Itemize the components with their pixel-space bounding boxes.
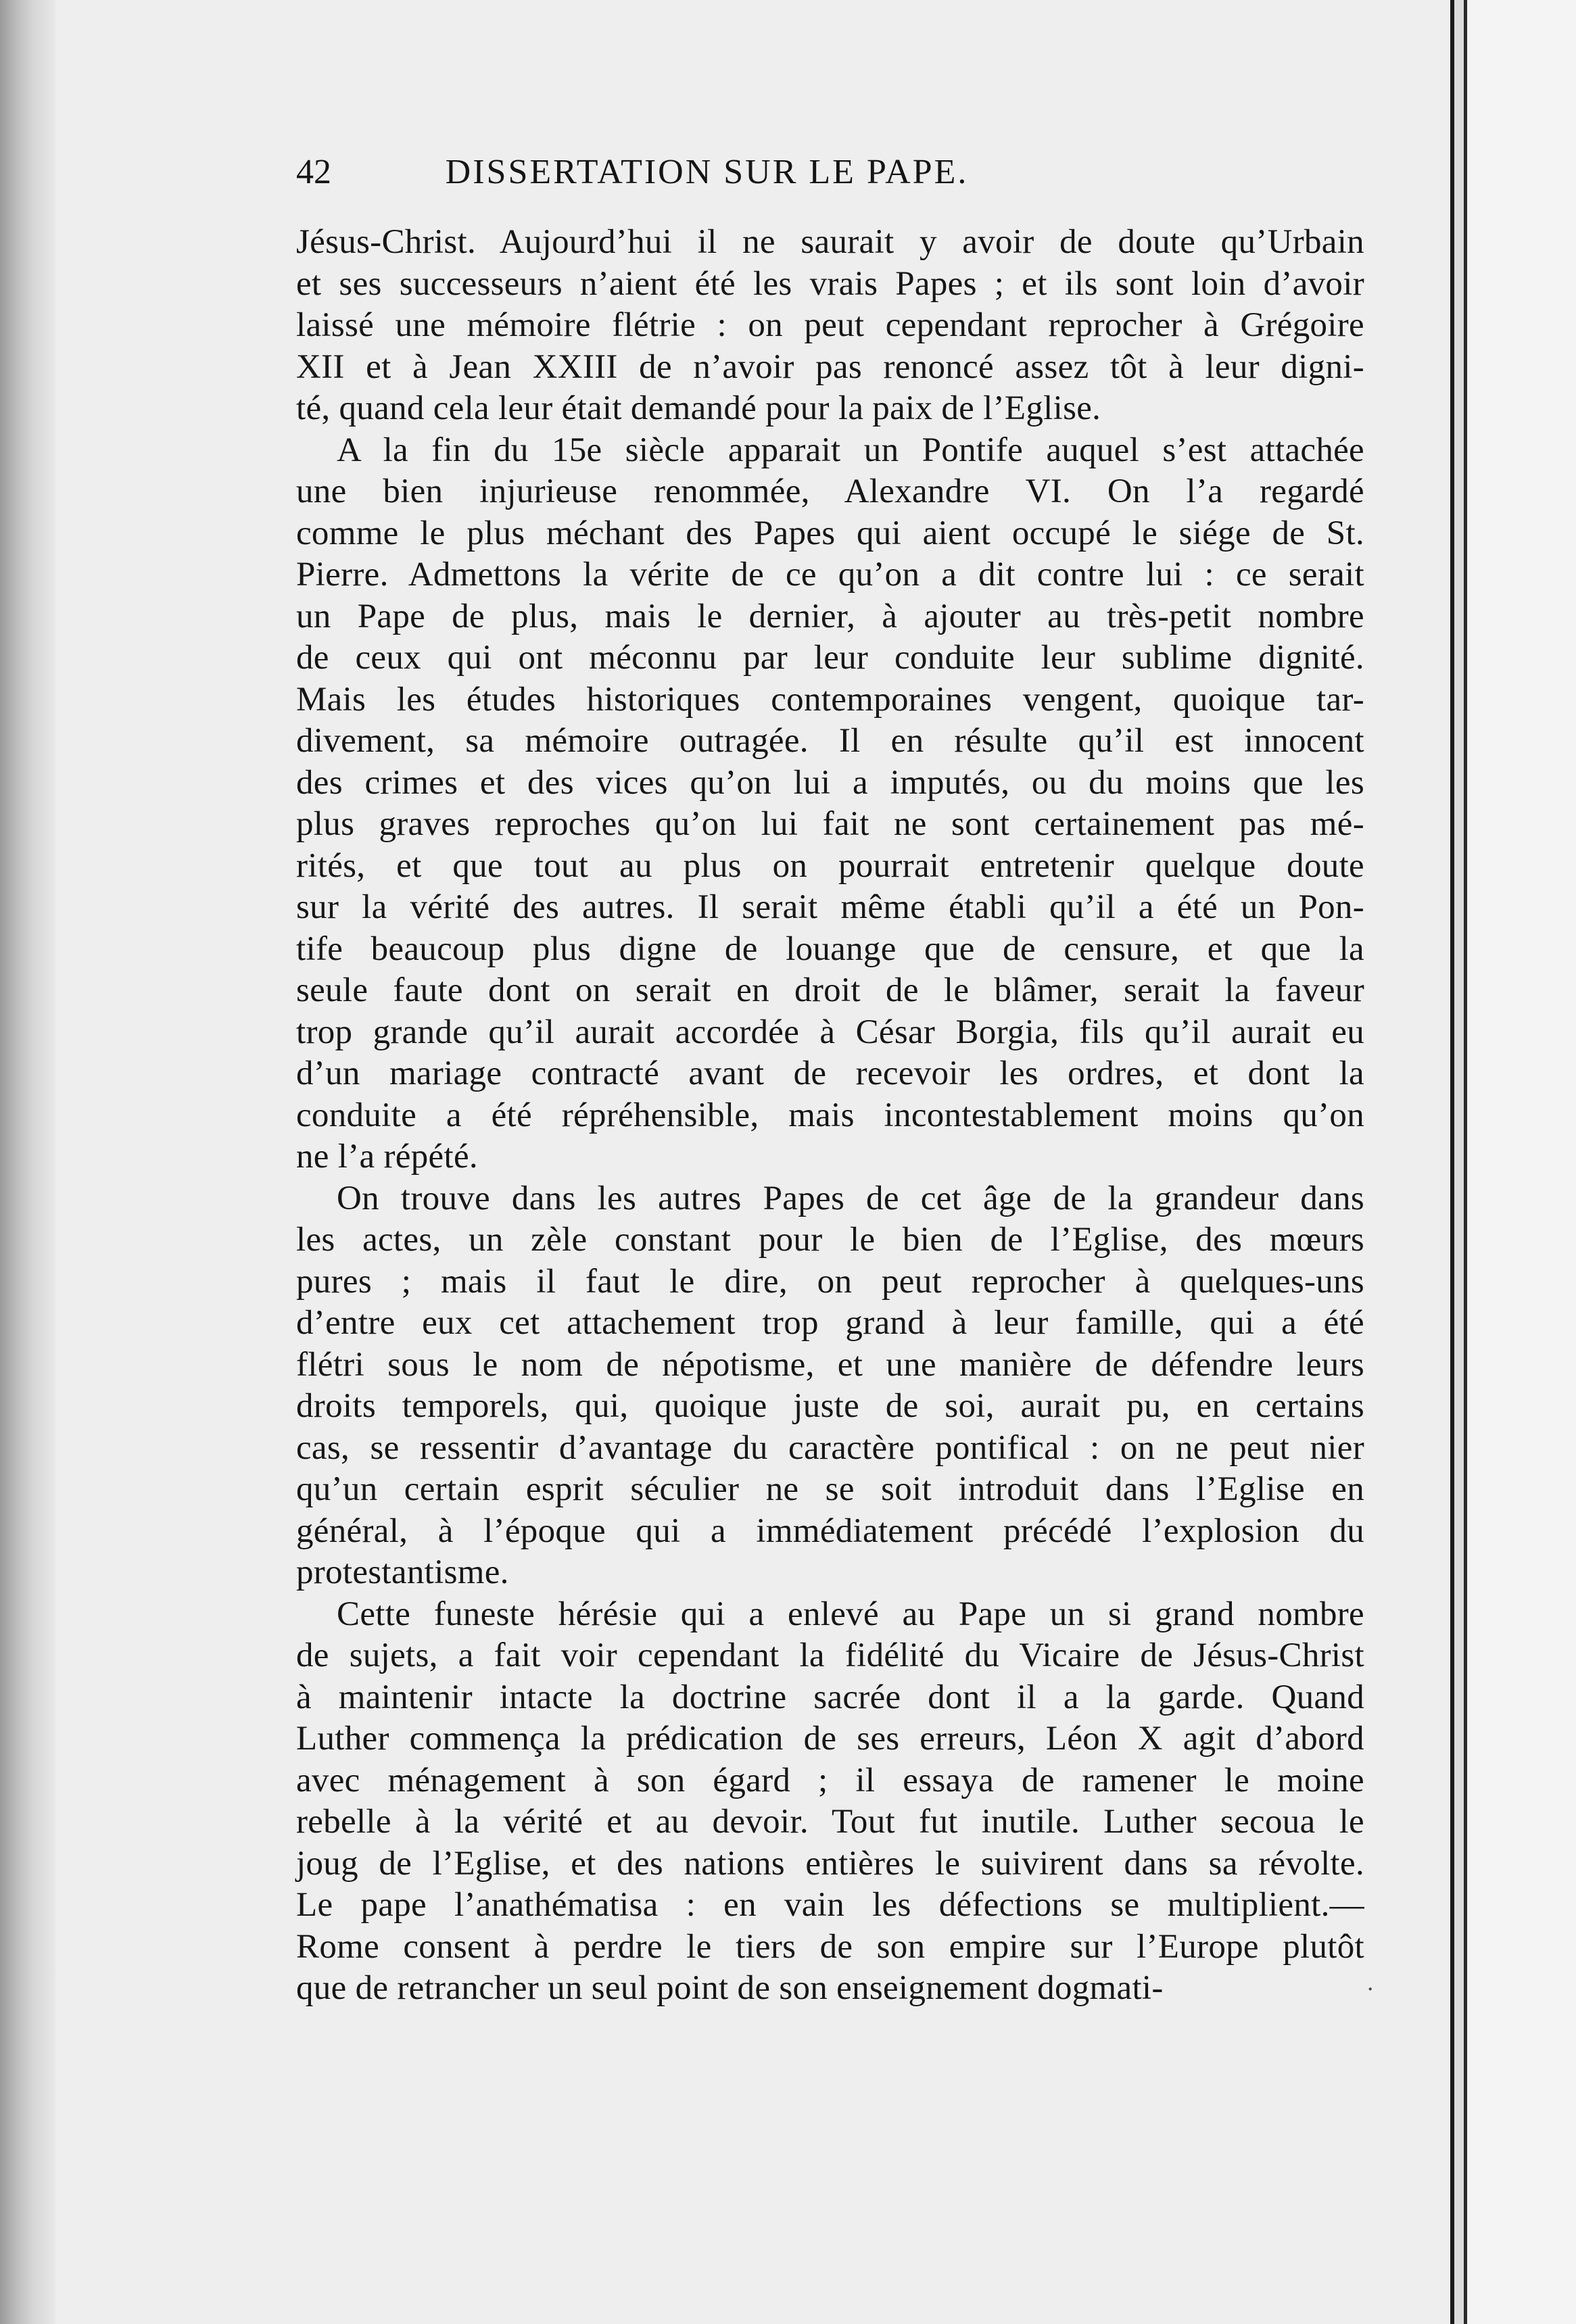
text-line: flétri sous le nom de népotisme, et une manière de défendre leurs [296,1345,1364,1384]
text-line: comme le plus méchant des Papes qui aient occupé le siége de St. [296,514,1364,552]
text-line: tife beaucoup plus digne de louange que de censure, et que la [296,929,1364,968]
body-text [296,222,1364,2010]
running-title: DISSERTATION SUR LE PAPE. [445,153,969,191]
page-edge-strip [1454,0,1464,2324]
text-line: conduite a été répréhensible, mais incontestablement moins qu’on [296,1096,1364,1134]
paragraph [296,430,1364,1178]
text-line: rités, et que tout au plus on pourrait entretenir quelque doute [296,846,1364,885]
text-line: Mais les études historiques contemporaines vengent, quoique tar- [296,680,1364,719]
text-line: un Pape de plus, mais le dernier, à ajouter au très-petit nombre [296,597,1364,635]
scan-margin [1467,0,1576,2324]
scan-speck: ˙ [1366,1981,1375,2012]
text-line: plus graves reproches qu’on lui fait ne sont certainement pas mé- [296,805,1364,843]
text-line: trop grande qu’il aurait accordée à César Borgia, fils qu’il aurait eu [296,1013,1364,1051]
text-line: Luther commença la prédication de ses erreurs, Léon X agit d’abord [296,1720,1364,1758]
text-line: d’entre eux cet attachement trop grand à leur famille, qui a été [296,1304,1364,1342]
paragraph [296,1594,1364,2010]
text-line: à maintenir intacte la doctrine sacrée dont il a la garde. Quand [296,1678,1364,1716]
text-line: On trouve dans les autres Papes de cet âge de la grandeur dans [337,1179,1364,1217]
text-line: droits temporels, qui, quoique juste de soi, aurait pu, en certains [296,1387,1364,1425]
text-line: seule faute dont on serait en droit de le blâmer, serait la faveur [296,971,1364,1009]
text-line: A la fin du 15e siècle apparait un Pontife auquel s’est attachée [337,431,1364,469]
text-line: sur la vérité des autres. Il serait même établi qu’il a été un Pon- [296,888,1364,926]
text-line: té, quand cela leur était demandé pour la paix de l’Eglise. [296,389,1101,427]
text-line: divement, sa mémoire outragée. Il en résulte qu’il est innocent [296,722,1364,760]
text-line: de sujets, a fait voir cependant la fidélité du Vicaire de Jésus-Christ [296,1637,1364,1674]
text-line: Rome consent à perdre le tiers de son empire sur l’Europe plutôt [296,1927,1364,1966]
text-line: joug de l’Eglise, et des nations entières le suivirent dans sa révolte. [296,1844,1364,1883]
text-line: Jésus-Christ. Aujourd’hui il ne saurait y avoir de doute qu’Urbain [296,223,1364,261]
text-line: avec ménagement à son égard ; il essaya de ramener le moine [296,1761,1364,1799]
text-line: général, à l’époque qui a immédiatement précédé l’explosion du [296,1511,1364,1550]
text-line: protestantisme. [296,1553,509,1591]
text-line: XII et à Jean XXIII de n’avoir pas renoncé assez tôt à leur digni- [296,347,1364,386]
text-line: les actes, un zèle constant pour le bien de l’Eglise, des mœurs [296,1221,1364,1259]
text-line: qu’un certain esprit séculier ne se soit introduit dans l’Eglise en [296,1470,1364,1508]
text-line: que de retrancher un seul point de son enseignement dogmati- [296,1969,1164,2007]
page-header [296,152,1118,199]
page-number: 42 [296,153,331,191]
text-line: pures ; mais il faut le dire, on peut reprocher à quelques-uns [296,1262,1364,1301]
paragraph [296,222,1364,430]
text-line: une bien injurieuse renommée, Alexandre VI. On l’a regardé [296,473,1364,510]
text-line: Le pape l’anathématisa : en vain les défections se multiplient.— [296,1886,1364,1924]
book-gutter-shadow [0,0,55,2324]
paragraph [296,1178,1364,1594]
text-line: Cette funeste hérésie qui a enlevé au Pape un si grand nombre [337,1595,1364,1633]
text-line: laissé une mémoire flétrie : on peut cependant reprocher à Grégoire [296,306,1364,344]
text-line: des crimes et des vices qu’on lui a imputés, ou du moins que les [296,763,1364,802]
text-line: ne l’a répété. [296,1138,478,1176]
text-line: cas, se ressentir d’avantage du caractère pontifical : on ne peut nier [296,1428,1364,1467]
text-line: de ceux qui ont méconnu par leur conduite leur sublime dignité. [296,639,1364,677]
text-line: et ses successeurs n’aient été les vrais Papes ; et ils sont loin d’avoir [296,264,1364,303]
text-line: rebelle à la vérité et au devoir. Tout fut inutile. Luther secoua le [296,1803,1364,1841]
text-line: d’un mariage contracté avant de recevoir les ordres, et dont la [296,1055,1364,1092]
text-line: Pierre. Admettons la vérite de ce qu’on a dit contre lui : ce serait [296,556,1364,594]
